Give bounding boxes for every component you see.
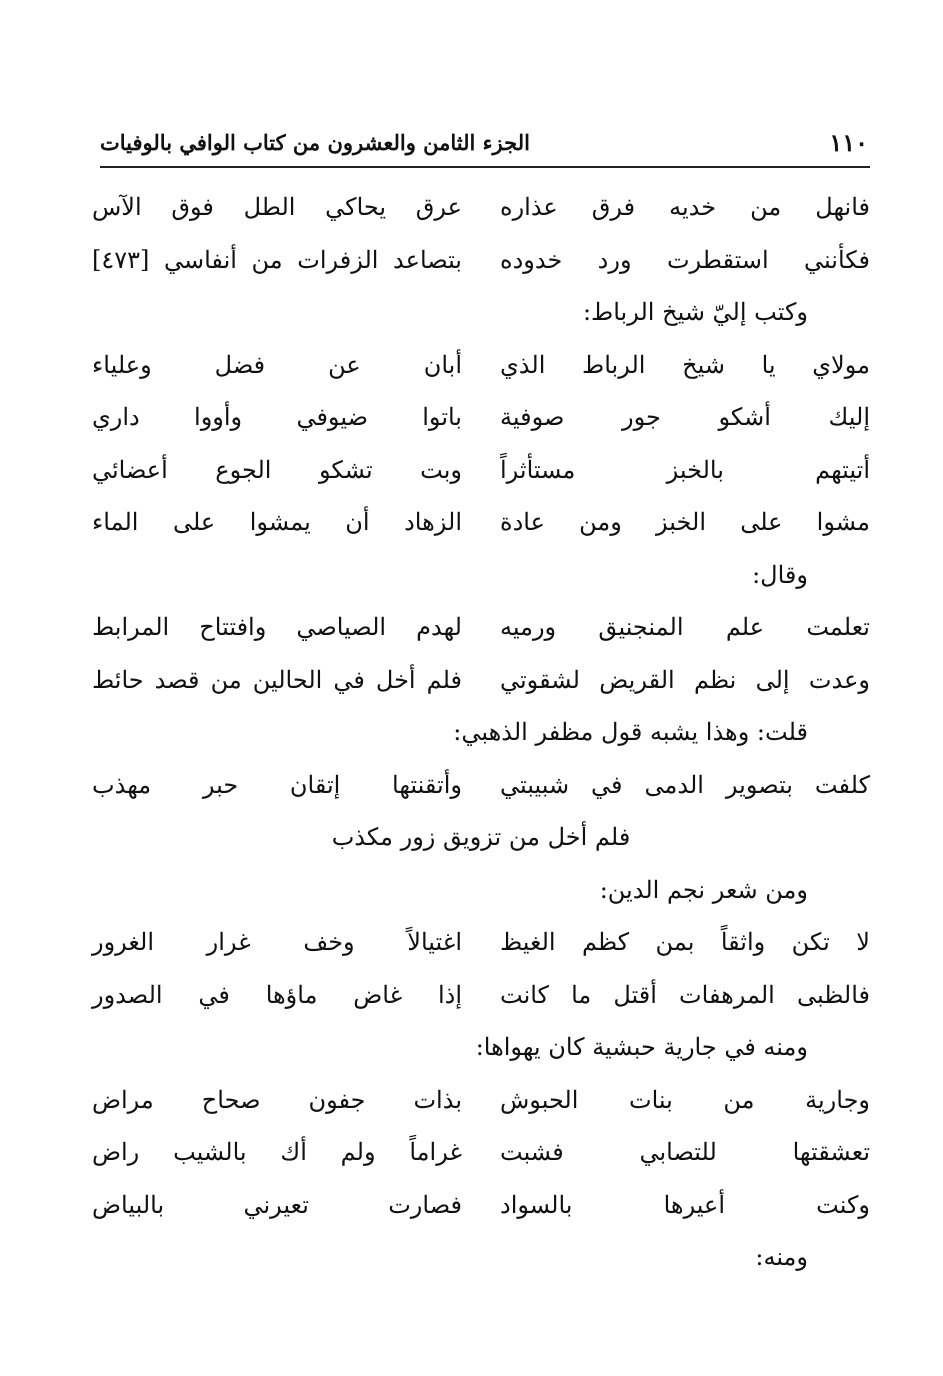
prose-line — [92, 710, 870, 763]
prose-line — [92, 290, 870, 343]
verse-line — [92, 1078, 870, 1131]
verse-line — [92, 448, 870, 501]
second-hemistich: أبان عن فضل وعلياء — [92, 350, 462, 379]
second-hemistich: فلم أخل في الحالين من قصد حائط — [92, 665, 462, 694]
verse-line — [92, 605, 870, 658]
first-hemistich: فانهل من خديه فرق عذاره — [500, 193, 870, 221]
page-number: ١١٠ — [829, 127, 868, 157]
verse-line — [92, 185, 870, 238]
second-hemistich: الزهاد أن يمشوا على الماء — [92, 508, 462, 536]
first-hemistich: فالظبى المرهفات أقتل ما كانت — [500, 980, 870, 1009]
first-hemistich: فكأنني استقطرت ورد خدوده — [500, 245, 870, 274]
prose-text: ومنه في جارية حبشية كان يهواها: — [475, 1033, 808, 1061]
verse-line — [92, 395, 870, 448]
second-hemistich: بتصاعد الزفرات من أنفاسي [٤٧٣] — [92, 245, 462, 274]
prose-text: وقال: — [752, 560, 808, 589]
page-header — [100, 122, 868, 162]
verse-line — [92, 658, 870, 711]
verse-line — [92, 763, 870, 816]
second-hemistich: اغتيالاً وخف غرار الغرور — [92, 928, 462, 956]
second-hemistich: غراماً ولم أك بالشيب راض — [92, 1138, 462, 1166]
header-rule — [100, 166, 870, 168]
prose-line — [92, 868, 870, 921]
centered-verse-line — [92, 815, 870, 868]
second-hemistich: فصارت تعيرني بالبياض — [92, 1190, 462, 1219]
running-title: الجزء الثامن والعشرون من كتاب الوافي بالوفيات — [100, 129, 530, 155]
verse-line — [92, 920, 870, 973]
second-hemistich: وبت تشكو الجوع أعضائي — [92, 455, 462, 484]
first-hemistich: وعدت إلى نظم القريض لشقوتي — [500, 665, 870, 694]
second-hemistich: لهدم الصياصي وافتتاح المرابط — [92, 613, 462, 641]
first-hemistich: أتيتهم بالخبز مستأثراً — [500, 455, 870, 484]
verse-line — [92, 1183, 870, 1236]
second-hemistich: بذات جفون صحاح مراض — [92, 1085, 462, 1114]
verse-line — [92, 973, 870, 1026]
second-hemistich: وأتقنتها إتقان حبر مهذب — [92, 770, 462, 799]
second-hemistich: عرق يحاكي الطل فوق الآس — [92, 193, 462, 221]
first-hemistich: مشوا على الخبز ومن عادة — [500, 508, 870, 536]
verse-line — [92, 500, 870, 553]
first-hemistich: مولاي يا شيخ الرباط الذي — [500, 350, 870, 379]
first-hemistich: كلفت بتصوير الدمى في شبيبتي — [500, 770, 870, 799]
first-hemistich: وجارية من بنات الحبوش — [500, 1085, 870, 1114]
verse-line — [92, 1130, 870, 1183]
prose-text: ومنه: — [755, 1243, 808, 1271]
prose-text: ومن شعر نجم الدين: — [599, 875, 808, 904]
verse-line — [92, 238, 870, 291]
second-hemistich: إذا غاض ماؤها في الصدور — [92, 980, 462, 1009]
first-hemistich: تعشقتها للتصابي فشبت — [500, 1138, 870, 1166]
page-body — [92, 185, 870, 1288]
second-hemistich: باتوا ضيوفي وأووا داري — [92, 403, 462, 431]
prose-text: وكتب إليّ شيخ الرباط: — [582, 298, 808, 326]
first-hemistich: وكنت أعيرها بالسواد — [500, 1190, 870, 1219]
first-hemistich: تعلمت علم المنجنيق ورميه — [500, 613, 870, 641]
first-hemistich: لا تكن واثقاً بمن كظم الغيظ — [500, 928, 870, 956]
prose-line — [92, 1025, 870, 1078]
prose-line — [92, 1235, 870, 1288]
verse-line — [92, 343, 870, 396]
centered-verse-text: فلم أخل من تزويق زور مكذب — [331, 823, 631, 851]
first-hemistich: إليك أشكو جور صوفية — [500, 403, 870, 431]
prose-line — [92, 553, 870, 606]
prose-text: قلت: وهذا يشبه قول مظفر الذهبي: — [453, 718, 808, 746]
